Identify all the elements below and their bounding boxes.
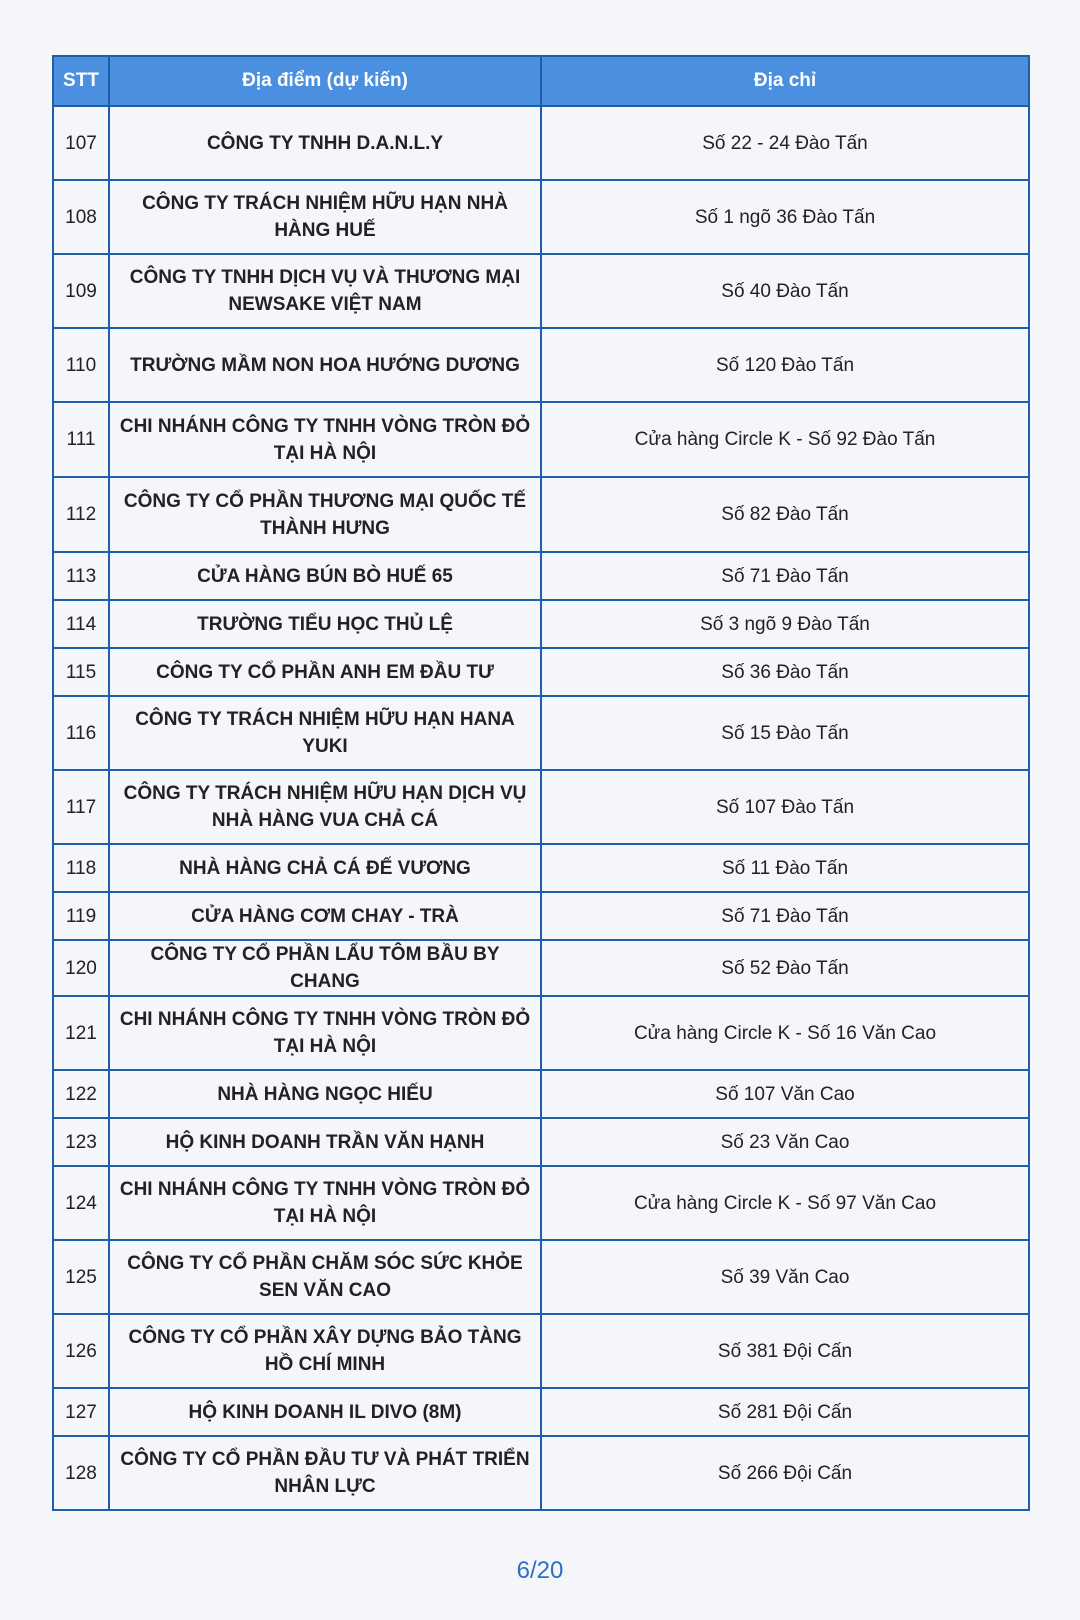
row-address: Số 71 Đào Tấn [541, 552, 1029, 600]
row-stt: 118 [53, 844, 109, 892]
row-address: Số 107 Văn Cao [541, 1070, 1029, 1118]
row-stt: 126 [53, 1314, 109, 1388]
row-address: Số 281 Đội Cấn [541, 1388, 1029, 1436]
row-stt: 107 [53, 106, 109, 180]
table-row [53, 696, 1029, 770]
row-address: Số 71 Đào Tấn [541, 892, 1029, 940]
row-address: Cửa hàng Circle K - Số 16 Văn Cao [541, 996, 1029, 1070]
table-row [53, 180, 1029, 254]
table-row [53, 892, 1029, 940]
row-place: CỬA HÀNG CƠM CHAY - TRÀ [109, 892, 541, 940]
table-row [53, 1314, 1029, 1388]
row-place: HỘ KINH DOANH IL DIVO (8M) [109, 1388, 541, 1436]
row-address: Số 11 Đào Tấn [541, 844, 1029, 892]
row-place: CÔNG TY CỔ PHẦN ĐẦU TƯ VÀ PHÁT TRIỂN NHÂN LỰC [109, 1436, 541, 1510]
column-header-address: Địa chỉ [541, 56, 1029, 106]
table-row [53, 477, 1029, 552]
row-stt: 116 [53, 696, 109, 770]
row-place: CÔNG TY CỔ PHẦN XÂY DỰNG BẢO TÀNG HỒ CHÍ MINH [109, 1314, 541, 1388]
row-stt: 119 [53, 892, 109, 940]
location-table [52, 55, 1030, 1511]
row-address: Số 40 Đào Tấn [541, 254, 1029, 328]
row-place: CÔNG TY TRÁCH NHIỆM HỮU HẠN NHÀ HÀNG HUẾ [109, 180, 541, 254]
row-place: CÔNG TY CỔ PHẦN LẨU TÔM BẦU BY CHANG [109, 940, 541, 996]
row-stt: 121 [53, 996, 109, 1070]
row-place: CÔNG TY CỔ PHẦN CHĂM SÓC SỨC KHỎE SEN VĂN CAO [109, 1240, 541, 1314]
table-row [53, 770, 1029, 844]
row-address: Số 22 - 24 Đào Tấn [541, 106, 1029, 180]
table-row [53, 940, 1029, 996]
table-row [53, 402, 1029, 477]
row-stt: 110 [53, 328, 109, 402]
table-row [53, 844, 1029, 892]
row-stt: 122 [53, 1070, 109, 1118]
row-address: Số 381 Đội Cấn [541, 1314, 1029, 1388]
table-row [53, 254, 1029, 328]
row-address: Số 107 Đào Tấn [541, 770, 1029, 844]
table-row [53, 1070, 1029, 1118]
table-row [53, 996, 1029, 1070]
row-stt: 114 [53, 600, 109, 648]
row-place: TRƯỜNG TIỂU HỌC THỦ LỆ [109, 600, 541, 648]
row-place: CHI NHÁNH CÔNG TY TNHH VÒNG TRÒN ĐỎ TẠI HÀ NỘI [109, 996, 541, 1070]
row-stt: 123 [53, 1118, 109, 1166]
table-row [53, 328, 1029, 402]
row-address: Số 266 Đội Cấn [541, 1436, 1029, 1510]
row-address: Cửa hàng Circle K - Số 92 Đào Tấn [541, 402, 1029, 477]
row-place: CÔNG TY TRÁCH NHIỆM HỮU HẠN HANA YUKI [109, 696, 541, 770]
row-stt: 109 [53, 254, 109, 328]
row-place: TRƯỜNG MẦM NON HOA HƯỚNG DƯƠNG [109, 328, 541, 402]
row-address: Số 23 Văn Cao [541, 1118, 1029, 1166]
column-header-place: Địa điểm (dự kiến) [109, 56, 541, 106]
row-place: CÔNG TY CỔ PHẦN THƯƠNG MẠI QUỐC TẾ THÀNH HƯNG [109, 477, 541, 552]
table-row [53, 106, 1029, 180]
row-place: CHI NHÁNH CÔNG TY TNHH VÒNG TRÒN ĐỎ TẠI HÀ NỘI [109, 1166, 541, 1240]
table-row [53, 600, 1029, 648]
table-row [53, 1388, 1029, 1436]
row-place: CÔNG TY TNHH D.A.N.L.Y [109, 106, 541, 180]
row-place: CỬA HÀNG BÚN BÒ HUẾ 65 [109, 552, 541, 600]
row-stt: 124 [53, 1166, 109, 1240]
row-address: Cửa hàng Circle K - Số 97 Văn Cao [541, 1166, 1029, 1240]
row-stt: 113 [53, 552, 109, 600]
row-address: Số 52 Đào Tấn [541, 940, 1029, 996]
row-place: HỘ KINH DOANH TRẦN VĂN HẠNH [109, 1118, 541, 1166]
row-place: NHÀ HÀNG NGỌC HIẾU [109, 1070, 541, 1118]
row-stt: 125 [53, 1240, 109, 1314]
table-row [53, 1118, 1029, 1166]
row-stt: 111 [53, 402, 109, 477]
row-address: Số 15 Đào Tấn [541, 696, 1029, 770]
row-stt: 117 [53, 770, 109, 844]
table-row [53, 648, 1029, 696]
row-stt: 115 [53, 648, 109, 696]
row-address: Số 82 Đào Tấn [541, 477, 1029, 552]
table-header-row [53, 56, 1029, 106]
page-number: 6/20 [516, 1557, 564, 1584]
row-address: Số 39 Văn Cao [541, 1240, 1029, 1314]
table-row [53, 1166, 1029, 1240]
row-stt: 128 [53, 1436, 109, 1510]
row-address: Số 1 ngõ 36 Đào Tấn [541, 180, 1029, 254]
row-stt: 108 [53, 180, 109, 254]
column-header-stt: STT [53, 56, 109, 106]
table-row [53, 552, 1029, 600]
row-place: NHÀ HÀNG CHẢ CÁ ĐẾ VƯƠNG [109, 844, 541, 892]
row-place: CÔNG TY CỔ PHẦN ANH EM ĐẦU TƯ [109, 648, 541, 696]
row-place: CHI NHÁNH CÔNG TY TNHH VÒNG TRÒN ĐỎ TẠI HÀ NỘI [109, 402, 541, 477]
row-address: Số 3 ngõ 9 Đào Tấn [541, 600, 1029, 648]
row-stt: 127 [53, 1388, 109, 1436]
row-stt: 112 [53, 477, 109, 552]
row-address: Số 120 Đào Tấn [541, 328, 1029, 402]
table-row [53, 1240, 1029, 1314]
table-row [53, 1436, 1029, 1510]
row-place: CÔNG TY TNHH DỊCH VỤ VÀ THƯƠNG MẠI NEWSAKE VIỆT NAM [109, 254, 541, 328]
row-address: Số 36 Đào Tấn [541, 648, 1029, 696]
row-stt: 120 [53, 940, 109, 996]
row-place: CÔNG TY TRÁCH NHIỆM HỮU HẠN DỊCH VỤ NHÀ HÀNG VUA CHẢ CÁ [109, 770, 541, 844]
